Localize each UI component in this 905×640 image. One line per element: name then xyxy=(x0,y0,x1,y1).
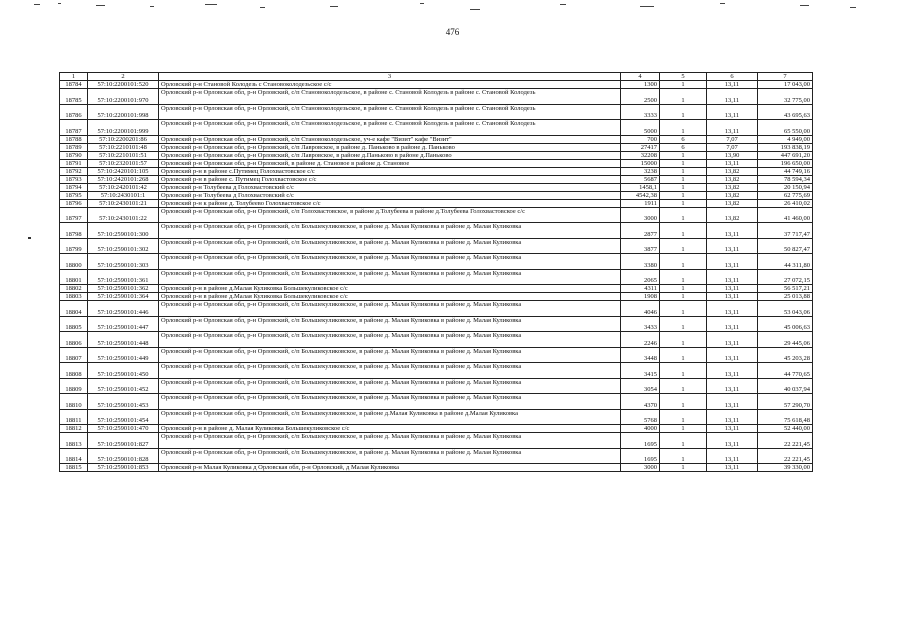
amount-cell: 75 618,48 xyxy=(758,409,813,425)
address-cell: Орловский р-н к районе д. Толубеево Голохвастовское с/с xyxy=(159,199,621,207)
amount-cell: 39 330,00 xyxy=(758,464,813,472)
rate-cell: 13,11 xyxy=(707,120,758,136)
address-cell: Орловский р-н Орловская обл, р-н Орловский, с/п Большекуликовское, в районе д. Малая Куликовка в районе д. Малая Куликовка xyxy=(159,254,621,270)
header-row xyxy=(60,73,813,81)
address-cell: Орловский р-н Орловская обл, р-н Орловский, с/п Большекуликовское, в районе д. Малая Куликовка в районе д. Малая Куликовка xyxy=(159,347,621,363)
table-row xyxy=(60,409,813,425)
area-cell: 1908 xyxy=(621,293,660,301)
page-number: 476 xyxy=(445,27,460,37)
rate-cell: 13,11 xyxy=(707,301,758,317)
quantity-cell: 1 xyxy=(660,285,707,293)
amount-cell: 45 203,28 xyxy=(758,347,813,363)
row-number-cell: 18788 xyxy=(60,135,88,143)
row-number-cell: 18810 xyxy=(60,394,88,410)
area-cell: 1695 xyxy=(621,433,660,449)
table-row xyxy=(60,183,813,191)
quantity-cell: 1 xyxy=(660,378,707,394)
row-number-cell: 18804 xyxy=(60,301,88,317)
cadastral-number-cell: 57:10:2590101:853 xyxy=(88,464,159,472)
table-row xyxy=(60,223,813,239)
column-header: 5 xyxy=(660,73,707,81)
area-cell: 4311 xyxy=(621,285,660,293)
amount-cell: 41 460,00 xyxy=(758,207,813,223)
quantity-cell: 1 xyxy=(660,175,707,183)
address-cell: Орловский р-н Орловская обл, р-н Орловский, с/п Большекуликовское, в районе д.Малая Куликовка в районе д.Малая Куликовка xyxy=(159,409,621,425)
cadastral-number-cell: 57:10:2590101:364 xyxy=(88,293,159,301)
address-cell: Орловский р-н Орловская обл, р-н Орловский, с/п Голохвастовское, в районе д.Толубеева в районе д.Толубеева Голохвастовское с/с xyxy=(159,207,621,223)
area-cell: 4000 xyxy=(621,425,660,433)
quantity-cell: 6 xyxy=(660,143,707,151)
rate-cell: 13,11 xyxy=(707,293,758,301)
rate-cell: 13,11 xyxy=(707,394,758,410)
cadastral-number-cell: 57:10:2590101:827 xyxy=(88,433,159,449)
scan-mark xyxy=(28,237,31,239)
amount-cell: 25 013,88 xyxy=(758,293,813,301)
amount-cell: 32 775,00 xyxy=(758,89,813,105)
cadastral-number-cell: 57:10:2200101:999 xyxy=(88,120,159,136)
quantity-cell: 1 xyxy=(660,254,707,270)
row-number-cell: 18801 xyxy=(60,269,88,285)
quantity-cell: 1 xyxy=(660,159,707,167)
row-number-cell: 18785 xyxy=(60,89,88,105)
address-cell: Орловский р-н в районе д.Малая Куликовка Большекуликовское с/с xyxy=(159,293,621,301)
address-cell: Орловский р-н Орловская обл, р-н Орловский, с/п Большекуликовское, в районе д. Малая Куликовка в районе д. Малая Куликовка xyxy=(159,363,621,379)
column-header: 3 xyxy=(159,73,621,81)
rate-cell: 13,11 xyxy=(707,433,758,449)
table-row xyxy=(60,378,813,394)
amount-cell: 44 311,80 xyxy=(758,254,813,270)
address-cell: Орловский р-н Толубеева д Голохвастовский с/с xyxy=(159,191,621,199)
cadastral-number-cell: 57:10:2590101:448 xyxy=(88,332,159,348)
table-row xyxy=(60,135,813,143)
amount-cell: 40 037,94 xyxy=(758,378,813,394)
area-cell: 1695 xyxy=(621,448,660,464)
quantity-cell: 1 xyxy=(660,316,707,332)
rate-cell: 13,82 xyxy=(707,199,758,207)
quantity-cell: 1 xyxy=(660,183,707,191)
rate-cell: 13,11 xyxy=(707,269,758,285)
area-cell: 5768 xyxy=(621,409,660,425)
quantity-cell: 1 xyxy=(660,332,707,348)
amount-cell: 196 650,00 xyxy=(758,159,813,167)
rate-cell: 13,11 xyxy=(707,425,758,433)
table-row xyxy=(60,159,813,167)
amount-cell: 37 717,47 xyxy=(758,223,813,239)
cadastral-number-cell: 57:10:2590101:453 xyxy=(88,394,159,410)
rate-cell: 13,11 xyxy=(707,332,758,348)
table-row xyxy=(60,285,813,293)
area-cell: 3433 xyxy=(621,316,660,332)
table-row xyxy=(60,143,813,151)
table-row xyxy=(60,199,813,207)
address-cell: Орловский р-н Орловская обл, р-н Орловский, с/п Большекуликовское, в районе д. Малая Куликовка в районе д. Малая Куликовка xyxy=(159,301,621,317)
row-number-cell: 18784 xyxy=(60,81,88,89)
quantity-cell: 1 xyxy=(660,394,707,410)
quantity-cell: 6 xyxy=(660,135,707,143)
table-row xyxy=(60,433,813,449)
quantity-cell: 1 xyxy=(660,433,707,449)
area-cell: 3415 xyxy=(621,363,660,379)
area-cell: 2246 xyxy=(621,332,660,348)
cadastral-number-cell: 57:10:2590101:452 xyxy=(88,378,159,394)
table-row xyxy=(60,363,813,379)
row-number-cell: 18803 xyxy=(60,293,88,301)
table-row xyxy=(60,167,813,175)
area-cell: 5687 xyxy=(621,175,660,183)
amount-cell: 78 594,34 xyxy=(758,175,813,183)
column-header: 4 xyxy=(621,73,660,81)
area-cell: 3380 xyxy=(621,254,660,270)
quantity-cell: 1 xyxy=(660,363,707,379)
table-row xyxy=(60,175,813,183)
cadastral-number-cell: 57:10:2590101:362 xyxy=(88,285,159,293)
cadastral-number-cell: 57:10:2200101:998 xyxy=(88,104,159,120)
amount-cell: 20 150,94 xyxy=(758,183,813,191)
cadastral-number-cell: 57:10:2420101:268 xyxy=(88,175,159,183)
quantity-cell: 1 xyxy=(660,347,707,363)
address-cell: Орловский р-н Орловская обл, р-н Орловский, с/п Большекуликовское, в районе д. Малая Куликовка в районе д. Малая Куликовка xyxy=(159,223,621,239)
cadastral-number-cell: 57:10:2590101:446 xyxy=(88,301,159,317)
amount-cell: 29 445,06 xyxy=(758,332,813,348)
cadastral-number-cell: 57:10:2590101:454 xyxy=(88,409,159,425)
rate-cell: 13,11 xyxy=(707,285,758,293)
area-cell: 3054 xyxy=(621,378,660,394)
cadastral-number-cell: 57:10:2420101:42 xyxy=(88,183,159,191)
table-row xyxy=(60,332,813,348)
row-number-cell: 18808 xyxy=(60,363,88,379)
cadastral-number-cell: 57:10:2590101:450 xyxy=(88,363,159,379)
amount-cell: 65 550,00 xyxy=(758,120,813,136)
cadastral-number-cell: 57:10:2590101:361 xyxy=(88,269,159,285)
quantity-cell: 1 xyxy=(660,120,707,136)
area-cell: 3877 xyxy=(621,238,660,254)
rate-cell: 13,82 xyxy=(707,175,758,183)
row-number-cell: 18806 xyxy=(60,332,88,348)
registry-table xyxy=(59,72,813,472)
cadastral-number-cell: 57:10:2590101:449 xyxy=(88,347,159,363)
quantity-cell: 1 xyxy=(660,81,707,89)
row-number-cell: 18794 xyxy=(60,183,88,191)
quantity-cell: 1 xyxy=(660,151,707,159)
table-row xyxy=(60,394,813,410)
area-cell: 32208 xyxy=(621,151,660,159)
row-number-cell: 18811 xyxy=(60,409,88,425)
row-number-cell: 18791 xyxy=(60,159,88,167)
cadastral-number-cell: 57:10:2590101:828 xyxy=(88,448,159,464)
column-header: 6 xyxy=(707,73,758,81)
cadastral-number-cell: 57:10:2590101:447 xyxy=(88,316,159,332)
cadastral-number-cell: 57:10:2320101:57 xyxy=(88,159,159,167)
area-cell: 2877 xyxy=(621,223,660,239)
table-row xyxy=(60,448,813,464)
amount-cell: 56 517,21 xyxy=(758,285,813,293)
area-cell: 3333 xyxy=(621,104,660,120)
quantity-cell: 1 xyxy=(660,207,707,223)
table-row xyxy=(60,207,813,223)
amount-cell: 22 221,45 xyxy=(758,448,813,464)
address-cell: Орловский р-н Орловская обл, р-н Орловский, с/п Большекуликовское, в районе д. Малая Куликовка в районе д. Малая Куликовка xyxy=(159,332,621,348)
amount-cell: 4 949,00 xyxy=(758,135,813,143)
area-cell: 2065 xyxy=(621,269,660,285)
rate-cell: 13,82 xyxy=(707,167,758,175)
rate-cell: 13,11 xyxy=(707,159,758,167)
address-cell: Орловский р-н Орловская обл, р-н Орловский, с/п Большекуликовское, в районе д. Малая Куликовка в районе д. Малая Куликовка xyxy=(159,433,621,449)
amount-cell: 44 770,65 xyxy=(758,363,813,379)
table-row xyxy=(60,316,813,332)
rate-cell: 13,11 xyxy=(707,363,758,379)
table-row xyxy=(60,254,813,270)
row-number-cell: 18805 xyxy=(60,316,88,332)
address-cell: Орловский р-н Орловская обл, р-н Орловский, с/п Большекуликовское, в районе д. Малая Куликовка в районе д. Малая Куликовка xyxy=(159,269,621,285)
rate-cell: 13,11 xyxy=(707,378,758,394)
row-number-cell: 18787 xyxy=(60,120,88,136)
address-cell: Орловский р-н Орловская обл, р-н Орловский, в районе д. Становое в районе д. Становое xyxy=(159,159,621,167)
address-cell: Орловский р-н в районе с. Путимец Голохвастовское с/с xyxy=(159,175,621,183)
rate-cell: 7,07 xyxy=(707,143,758,151)
quantity-cell: 1 xyxy=(660,89,707,105)
rate-cell: 13,11 xyxy=(707,238,758,254)
amount-cell: 50 827,47 xyxy=(758,238,813,254)
address-cell: Орловский р-н Орловская обл, р-н Орловский, с/п Становоколодезьское, уч-е кафе "Визит" кафе "Визит" xyxy=(159,135,621,143)
table-row xyxy=(60,151,813,159)
area-cell: 5000 xyxy=(621,120,660,136)
address-cell: Орловский р-н Орловская обл, р-н Орловский, с/п Большекуликовское, в районе д. Малая Куликовка в районе д. Малая Куликовка xyxy=(159,448,621,464)
address-cell: Орловский р-н Орловская обл, р-н Орловский, с/п Большекуликовское, в районе д. Малая Куликовка в районе д. Малая Куликовка xyxy=(159,378,621,394)
row-number-cell: 18797 xyxy=(60,207,88,223)
quantity-cell: 1 xyxy=(660,223,707,239)
scan-noise xyxy=(0,0,905,20)
rate-cell: 7,07 xyxy=(707,135,758,143)
amount-cell: 17 043,00 xyxy=(758,81,813,89)
area-cell: 15000 xyxy=(621,159,660,167)
row-number-cell: 18798 xyxy=(60,223,88,239)
quantity-cell: 1 xyxy=(660,269,707,285)
area-cell: 1300 xyxy=(621,81,660,89)
amount-cell: 193 838,19 xyxy=(758,143,813,151)
table-body xyxy=(60,81,813,472)
area-cell: 700 xyxy=(621,135,660,143)
rate-cell: 13,82 xyxy=(707,207,758,223)
column-header: 7 xyxy=(758,73,813,81)
rate-cell: 13,82 xyxy=(707,191,758,199)
amount-cell: 43 695,63 xyxy=(758,104,813,120)
row-number-cell: 18812 xyxy=(60,425,88,433)
table-row xyxy=(60,269,813,285)
address-cell: Орловский р-н в районе с.Путимец Голохвастовское с/с xyxy=(159,167,621,175)
quantity-cell: 1 xyxy=(660,191,707,199)
cadastral-number-cell: 57:10:2200101:970 xyxy=(88,89,159,105)
table-row xyxy=(60,464,813,472)
quantity-cell: 1 xyxy=(660,301,707,317)
area-cell: 4046 xyxy=(621,301,660,317)
area-cell: 3000 xyxy=(621,464,660,472)
rate-cell: 13,11 xyxy=(707,104,758,120)
address-cell: Орловский р-н Орловская обл, р-н Орловский, с/п Становоколодезьское, в районе с. Становой Колодезь в районе с. Становой Колодезь xyxy=(159,104,621,120)
address-cell: Орловский р-н в районе д. Малая Куликовка Большекуликовское с/с xyxy=(159,425,621,433)
row-number-cell: 18786 xyxy=(60,104,88,120)
quantity-cell: 1 xyxy=(660,448,707,464)
address-cell: Орловский р-н Орловская обл, р-н Орловский, с/п Большекуликовское, в районе д. Малая Куликовка в районе д. Малая Куликовка xyxy=(159,394,621,410)
address-cell: Орловский р-н Орловская обл, р-н Орловский, с/п Большекуликовское, в районе д. Малая Куликовка в районе д. Малая Куликовка xyxy=(159,316,621,332)
table-row xyxy=(60,293,813,301)
row-number-cell: 18799 xyxy=(60,238,88,254)
cadastral-number-cell: 57:10:2590101:470 xyxy=(88,425,159,433)
row-number-cell: 18802 xyxy=(60,285,88,293)
amount-cell: 52 440,00 xyxy=(758,425,813,433)
area-cell: 4542,38 xyxy=(621,191,660,199)
cadastral-number-cell: 57:10:2430101:21 xyxy=(88,199,159,207)
rate-cell: 13,90 xyxy=(707,151,758,159)
cadastral-number-cell: 57:10:2210101:51 xyxy=(88,151,159,159)
amount-cell: 57 290,70 xyxy=(758,394,813,410)
table-row xyxy=(60,347,813,363)
row-number-cell: 18815 xyxy=(60,464,88,472)
address-cell: Орловский р-н в районе д.Малая Куликовка Большекуликовское с/с xyxy=(159,285,621,293)
cadastral-number-cell: 57:10:2590101:302 xyxy=(88,238,159,254)
rate-cell: 13,11 xyxy=(707,316,758,332)
area-cell: 2500 xyxy=(621,89,660,105)
table-row xyxy=(60,81,813,89)
row-number-cell: 18789 xyxy=(60,143,88,151)
address-cell: Орловский р-н Орловская обл, р-н Орловский, с/п Становоколодезьское, в районе с. Становой Колодезь в районе с. Становой Колодезь xyxy=(159,89,621,105)
row-number-cell: 18813 xyxy=(60,433,88,449)
address-cell: Орловский р-н Орловская обл, р-н Орловский, с/п Лавровское, в районе д.Паньково в районе д.Паньково xyxy=(159,151,621,159)
area-cell: 3000 xyxy=(621,207,660,223)
address-cell: Орловский р-н Становой Колодезь с Становоколодезьское с/с xyxy=(159,81,621,89)
address-cell: Орловский р-н Орловская обл, р-н Орловский, с/п Большекуликовское, в районе д. Малая Куликовка в районе д. Малая Куликовка xyxy=(159,238,621,254)
cadastral-number-cell: 57:10:2430101:1 xyxy=(88,191,159,199)
table-row xyxy=(60,120,813,136)
rate-cell: 13,11 xyxy=(707,464,758,472)
rate-cell: 13,11 xyxy=(707,448,758,464)
table-row xyxy=(60,89,813,105)
address-cell: Орловский р-н Орловская обл, р-н Орловский, с/п Становоколодезьское, в районе с. Становой Колодезь в районе с. Становой Колодезь xyxy=(159,120,621,136)
row-number-cell: 18814 xyxy=(60,448,88,464)
area-cell: 3448 xyxy=(621,347,660,363)
amount-cell: 53 043,06 xyxy=(758,301,813,317)
amount-cell: 44 749,16 xyxy=(758,167,813,175)
rate-cell: 13,11 xyxy=(707,223,758,239)
amount-cell: 27 072,15 xyxy=(758,269,813,285)
quantity-cell: 1 xyxy=(660,238,707,254)
cadastral-number-cell: 57:10:2200101:520 xyxy=(88,81,159,89)
quantity-cell: 1 xyxy=(660,293,707,301)
quantity-cell: 1 xyxy=(660,104,707,120)
address-cell: Орловский р-н Толубеева д Голохвастовский с/с xyxy=(159,183,621,191)
table-row xyxy=(60,425,813,433)
amount-cell: 447 691,20 xyxy=(758,151,813,159)
quantity-cell: 1 xyxy=(660,167,707,175)
table-row xyxy=(60,191,813,199)
row-number-cell: 18809 xyxy=(60,378,88,394)
amount-cell: 26 410,02 xyxy=(758,199,813,207)
rate-cell: 13,11 xyxy=(707,409,758,425)
row-number-cell: 18790 xyxy=(60,151,88,159)
quantity-cell: 1 xyxy=(660,425,707,433)
table-row xyxy=(60,301,813,317)
quantity-cell: 1 xyxy=(660,464,707,472)
address-cell: Орловский р-н Малая Куликовка д Орловская обл, р-н Орловский, д Малая Куликовка xyxy=(159,464,621,472)
row-number-cell: 18792 xyxy=(60,167,88,175)
quantity-cell: 1 xyxy=(660,409,707,425)
area-cell: 3238 xyxy=(621,167,660,175)
area-cell: 1911 xyxy=(621,199,660,207)
cadastral-number-cell: 57:10:2590101:300 xyxy=(88,223,159,239)
address-cell: Орловский р-н Орловская обл, р-н Орловский, с/п Лавровское, в районе д. Паньково в районе д. Паньково xyxy=(159,143,621,151)
rate-cell: 13,11 xyxy=(707,89,758,105)
cadastral-number-cell: 57:10:2420101:105 xyxy=(88,167,159,175)
cadastral-number-cell: 57:10:2430101:22 xyxy=(88,207,159,223)
rate-cell: 13,11 xyxy=(707,81,758,89)
rate-cell: 13,11 xyxy=(707,347,758,363)
row-number-cell: 18807 xyxy=(60,347,88,363)
column-header: 2 xyxy=(88,73,159,81)
amount-cell: 62 775,69 xyxy=(758,191,813,199)
table-row xyxy=(60,238,813,254)
column-header: 1 xyxy=(60,73,88,81)
row-number-cell: 18800 xyxy=(60,254,88,270)
area-cell: 4370 xyxy=(621,394,660,410)
row-number-cell: 18795 xyxy=(60,191,88,199)
rate-cell: 13,82 xyxy=(707,183,758,191)
row-number-cell: 18796 xyxy=(60,199,88,207)
amount-cell: 22 221,45 xyxy=(758,433,813,449)
cadastral-number-cell: 57:10:2210101:48 xyxy=(88,143,159,151)
cadastral-number-cell: 57:10:2590101:303 xyxy=(88,254,159,270)
table-row xyxy=(60,104,813,120)
area-cell: 27417 xyxy=(621,143,660,151)
cadastral-number-cell: 57:10:2200201:86 xyxy=(88,135,159,143)
row-number-cell: 18793 xyxy=(60,175,88,183)
quantity-cell: 1 xyxy=(660,199,707,207)
rate-cell: 13,11 xyxy=(707,254,758,270)
area-cell: 1458,1 xyxy=(621,183,660,191)
amount-cell: 45 006,63 xyxy=(758,316,813,332)
